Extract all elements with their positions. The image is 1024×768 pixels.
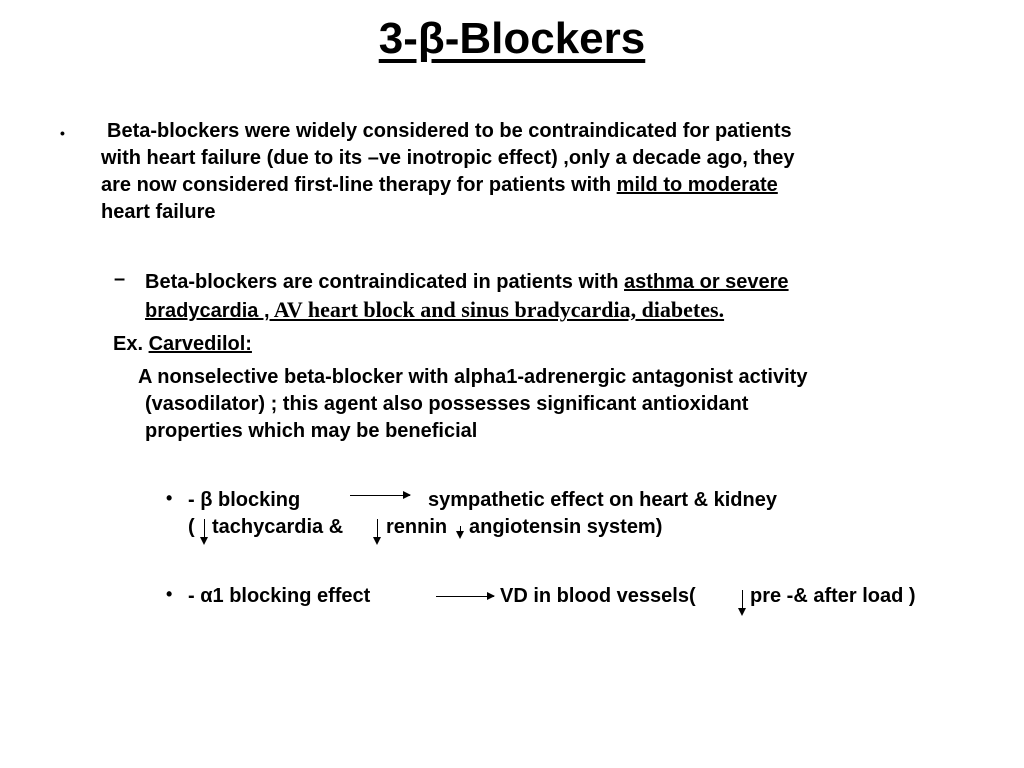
para1-line3-text: are now considered first-line therapy for patients with <box>101 174 617 196</box>
slide-title: 3-β-Blockers <box>378 14 646 63</box>
load-text: pre -& after load ) <box>750 585 916 607</box>
right-arrow-icon <box>350 495 410 496</box>
example-line <box>113 331 252 358</box>
desc-line3: properties which may be beneficial <box>145 420 478 442</box>
carvedilol-underlined: Carvedilol: <box>148 333 252 355</box>
example-label: Ex. <box>113 333 149 355</box>
desc-line1: A nonselective beta-blocker with alpha1-adrenergic antagonist activity <box>138 366 808 388</box>
sub-line2 <box>145 296 789 325</box>
sympathetic-effect-text: sympathetic effect on heart & kidney <box>428 489 777 511</box>
av-block-underlined: AV heart block and sinus bradycardia, diabetes. <box>269 297 725 322</box>
asthma-underlined: asthma or severe <box>624 271 789 293</box>
paragraph-beta-blockers <box>101 118 794 226</box>
para1-line3 <box>101 172 794 199</box>
contraindications-point <box>145 269 789 325</box>
beta-blocking-lead: - β blocking <box>188 489 301 511</box>
bradycardia-underlined: bradycardia , <box>145 300 270 322</box>
para1-line4: heart failure <box>101 201 216 223</box>
angiotensin-text: angiotensin system) <box>469 516 663 538</box>
sub-line1 <box>145 269 789 296</box>
vd-blood-vessels-text: VD in blood vessels( <box>500 585 696 607</box>
bullet-marker-2: • <box>166 584 173 604</box>
down-arrow-icon <box>377 519 378 543</box>
mild-moderate-underlined: mild to moderate <box>616 174 778 196</box>
desc-line2: (vasodilator) ; this agent also possesses significant antioxidant <box>145 393 749 415</box>
bullet1-open-paren: ( <box>188 516 195 538</box>
para1-line2: with heart failure (due to its –ve inotropic effect) ,only a decade ago, they <box>101 147 795 169</box>
alpha-blocking-lead: - α1 blocking effect <box>188 585 371 607</box>
dash-marker: – <box>114 268 126 290</box>
carvedilol-description <box>138 364 808 445</box>
bullet-dot: • <box>60 125 65 141</box>
right-arrow-icon <box>436 596 494 597</box>
tachycardia-text: tachycardia & <box>212 516 344 538</box>
down-arrow-icon <box>742 590 743 614</box>
bullet-marker-1: • <box>166 488 173 508</box>
down-arrow-icon <box>460 526 461 537</box>
sub-line1-text: Beta-blockers are contraindicated in patients with <box>145 271 625 293</box>
down-arrow-icon <box>204 519 205 543</box>
rennin-text: rennin <box>386 516 448 538</box>
para1-line1: Beta-blockers were widely considered to be contraindicated for patients <box>107 120 792 142</box>
